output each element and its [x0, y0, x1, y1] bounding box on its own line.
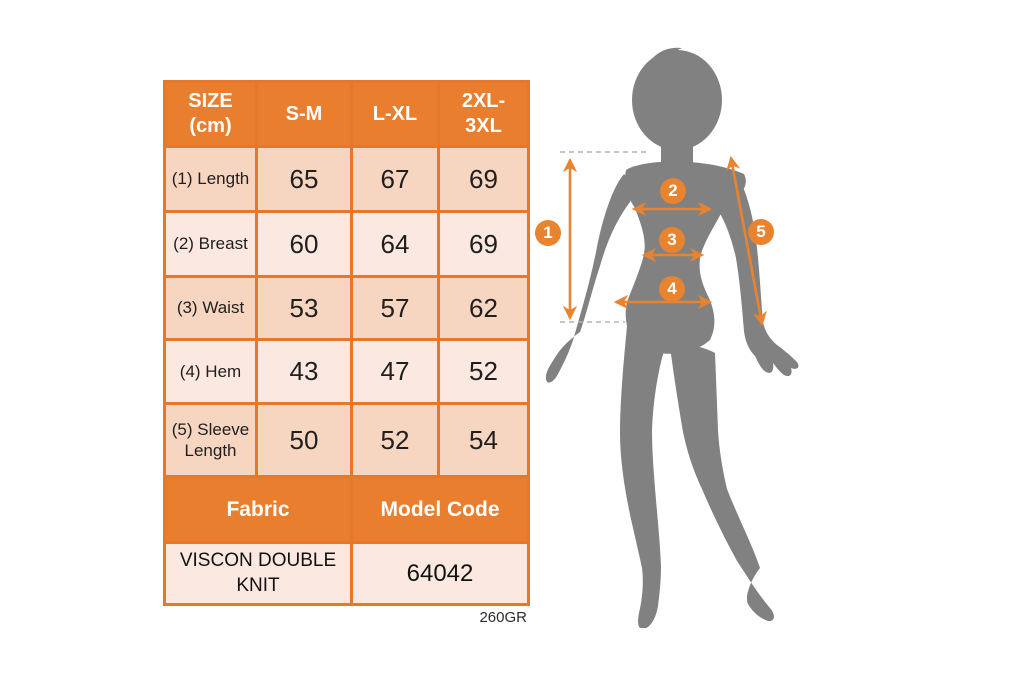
- model-code-value: 64042: [352, 543, 529, 605]
- header-2xl3xl: [439, 82, 529, 147]
- figure-right-arm: [715, 174, 798, 376]
- marker-badge-hem: 4: [659, 276, 685, 302]
- weight-note: 260GR: [479, 609, 527, 626]
- size-table: [163, 80, 530, 606]
- value-waist-2xl3xl: 62: [439, 277, 529, 340]
- fabric-value-text: VISCON DOUBLE KNIT: [179, 549, 337, 596]
- value-hem-2xl3xl: 52: [439, 340, 529, 404]
- value-hem-lxl: 47: [352, 340, 439, 404]
- row-label-hem: (4) Hem: [165, 340, 257, 404]
- value-breast-sm: 60: [257, 212, 352, 277]
- marker-badge-waist: 3: [659, 227, 685, 253]
- table-row: [165, 340, 529, 404]
- row-label-length: (1) Length: [165, 147, 257, 212]
- table-row: [165, 147, 529, 212]
- header-size-cm: [165, 82, 257, 147]
- value-sleeve-sm: 50: [257, 404, 352, 477]
- row-label-sleeve-length-text: (5) Sleeve Length: [171, 419, 250, 460]
- table-row: [165, 277, 529, 340]
- value-length-lxl: 67: [352, 147, 439, 212]
- row-label-waist: (3) Waist: [165, 277, 257, 340]
- header-sm: S-M: [257, 82, 352, 147]
- table-footer-value-row: [165, 543, 529, 605]
- table-footer-header-row: [165, 477, 529, 543]
- value-waist-lxl: 57: [352, 277, 439, 340]
- value-breast-2xl3xl: 69: [439, 212, 529, 277]
- figure-right-leg: [670, 344, 774, 621]
- model-code-header: Model Code: [352, 477, 529, 543]
- row-label-breast: (2) Breast: [165, 212, 257, 277]
- header-size-cm-label: SIZE (cm): [188, 90, 233, 137]
- value-waist-sm: 53: [257, 277, 352, 340]
- fabric-value: [165, 543, 352, 605]
- row-label-sleeve-length: [165, 404, 257, 477]
- marker-badge-length: 1: [535, 220, 561, 246]
- value-sleeve-lxl: 52: [352, 404, 439, 477]
- value-hem-sm: 43: [257, 340, 352, 404]
- marker-badge-breast: 2: [660, 178, 686, 204]
- marker-badge-sleeve: 5: [748, 219, 774, 245]
- value-length-2xl3xl: 69: [439, 147, 529, 212]
- woman-silhouette-icon: [546, 48, 799, 628]
- figure-left-arm: [546, 174, 632, 383]
- value-sleeve-2xl3xl: 54: [439, 404, 529, 477]
- value-length-sm: 65: [257, 147, 352, 212]
- value-breast-lxl: 64: [352, 212, 439, 277]
- measurement-diagram: [530, 28, 840, 628]
- fabric-header: Fabric: [165, 477, 352, 543]
- header-lxl: L-XL: [352, 82, 439, 147]
- table-row: [165, 404, 529, 477]
- figure-left-leg: [620, 325, 672, 628]
- header-2xl3xl-label: 2XL-3XL: [461, 90, 506, 137]
- table-row: [165, 212, 529, 277]
